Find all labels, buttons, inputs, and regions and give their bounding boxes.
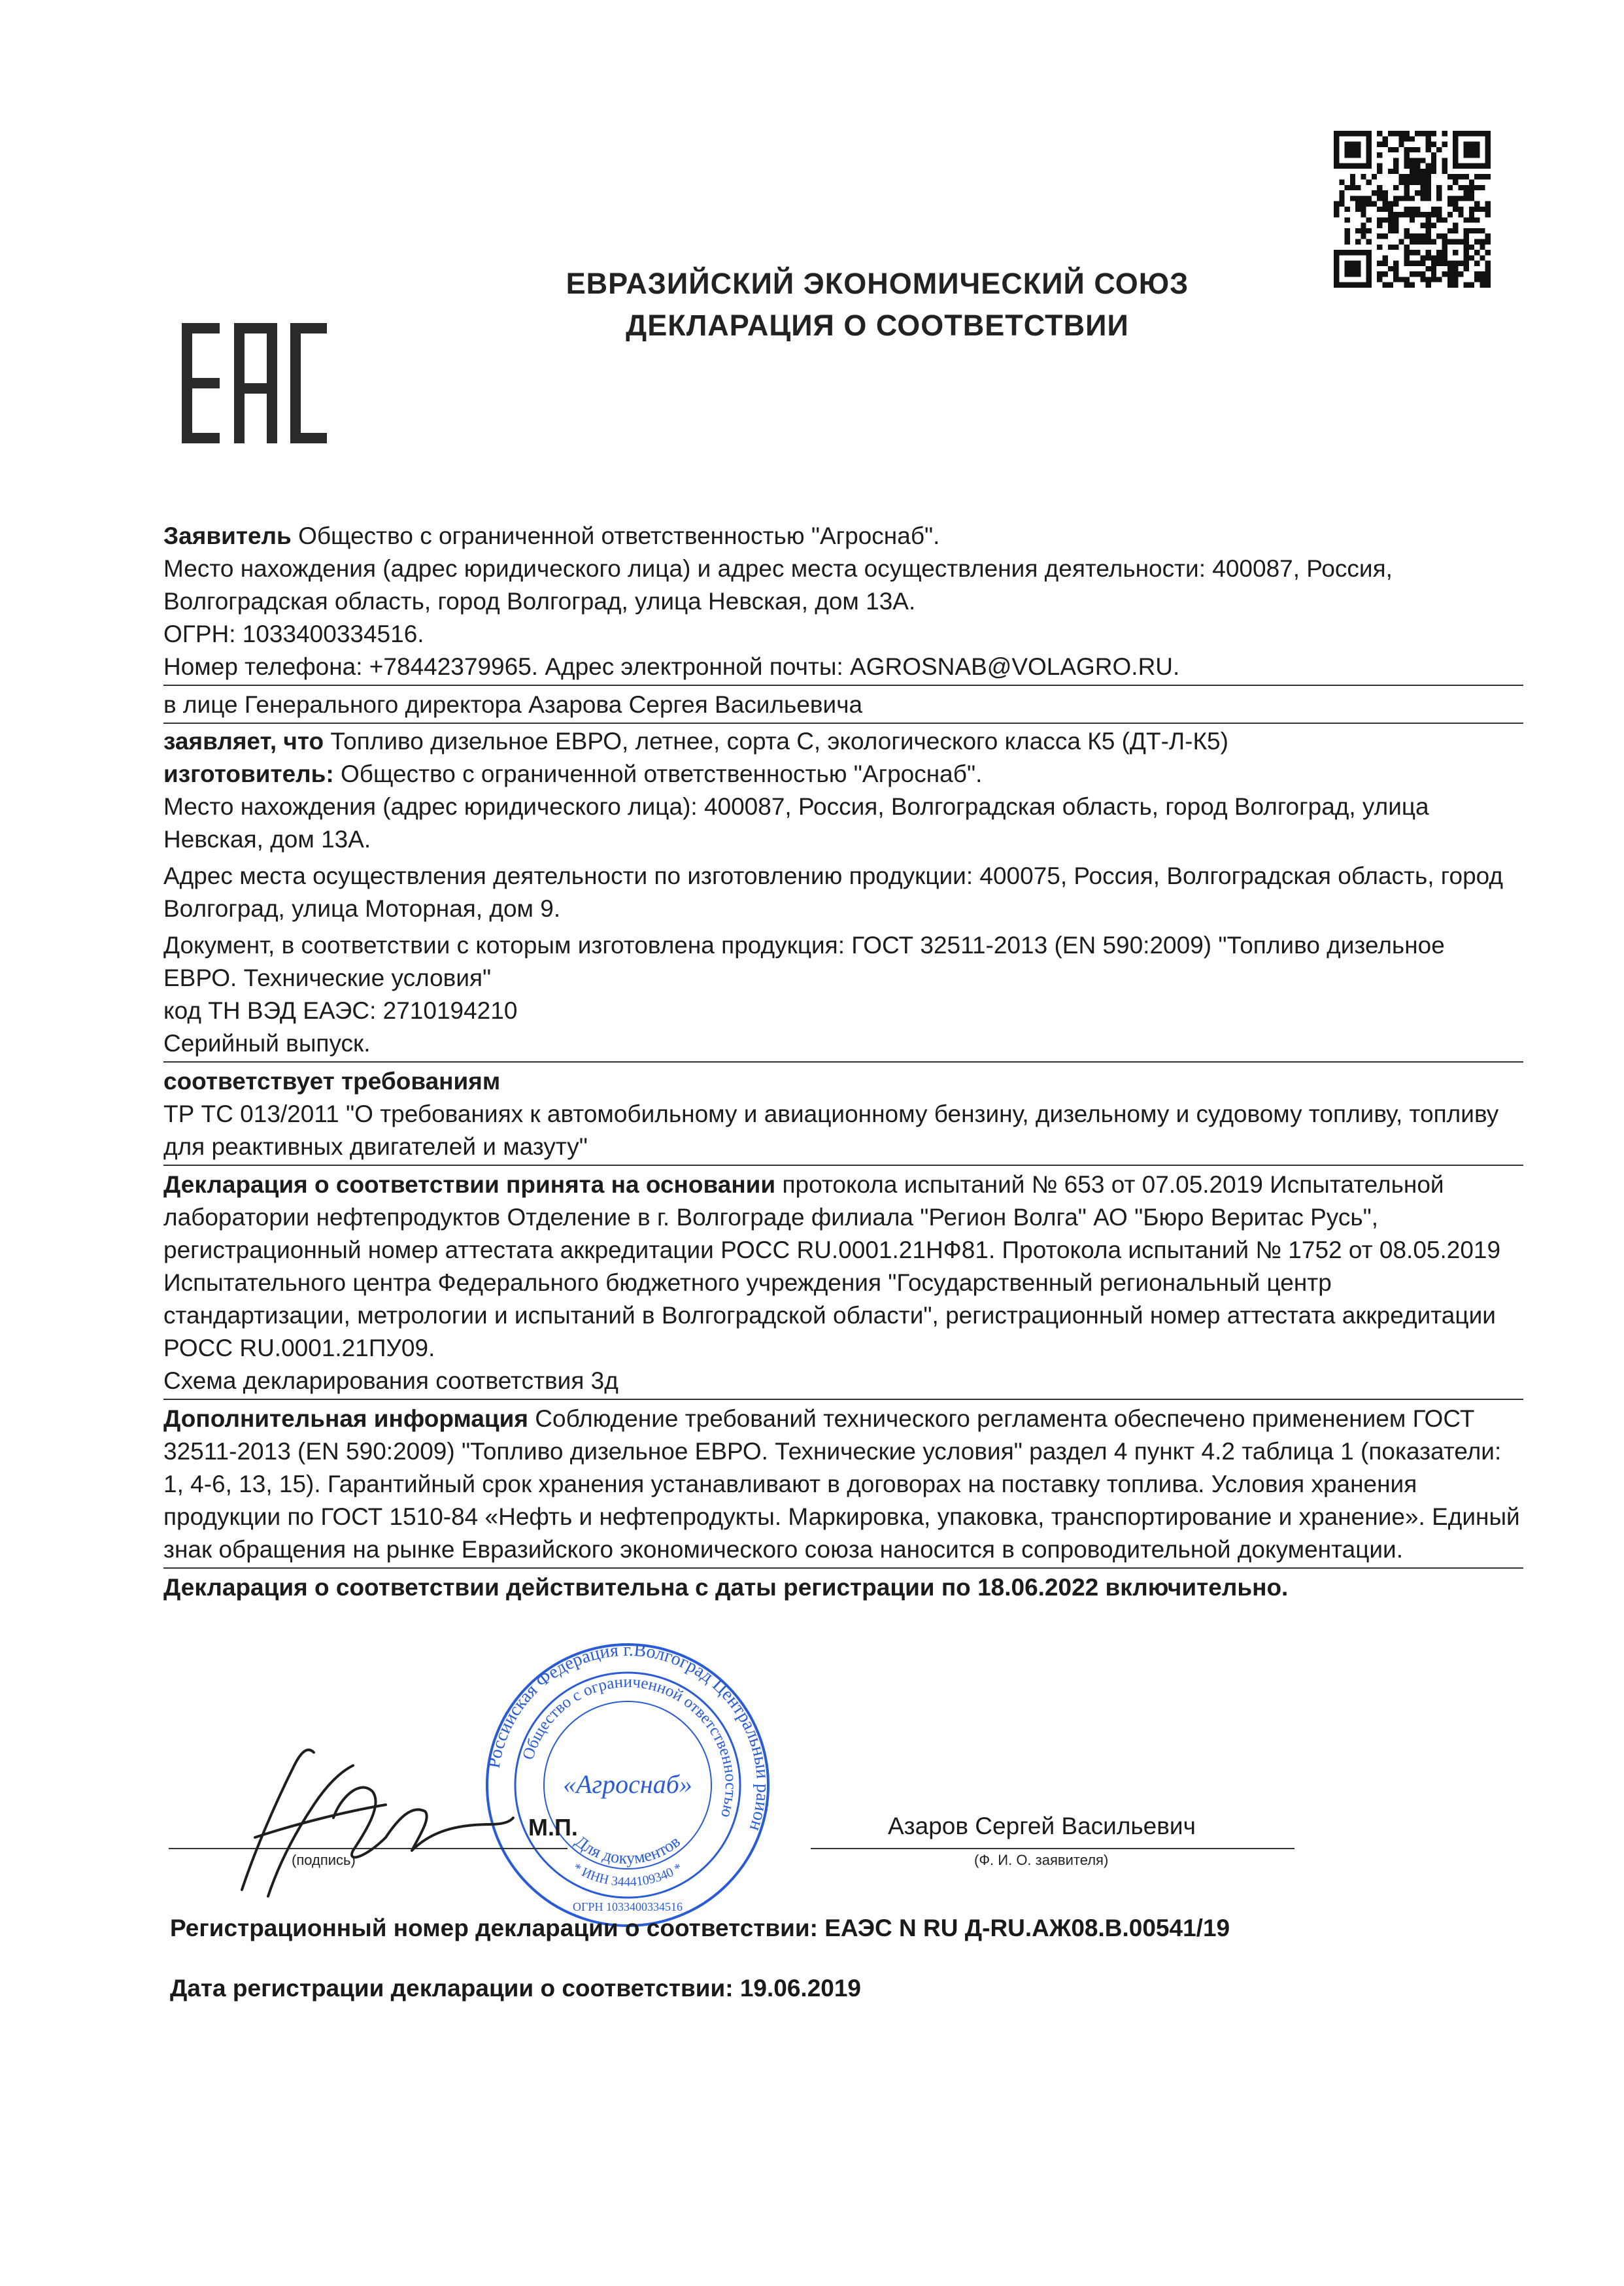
stamp-ogrn: ОГРН 1033400334516 bbox=[573, 1900, 683, 1913]
additional-value: Соблюдение требований технического регламента обеспечено применением ГОСТ 32511-2013 (EN 590:2009) "Топливо дизельное ЕВРО. Технические условия" раздел 4 пункт 4.2 таблица 1 (показатели: 1, 4-6, 13, 15). Гарантийный срок хранения устанавливают в договорах на поставку топлива. Условия хранения продукции по ГОСТ 1510-84 «Нефть и нефтепродукты. Маркировка, упаковка, транспортирование и хранение». Единый знак обращения на рынке Евразийского экономического союза наносится в сопроводительной документации. bbox=[163, 1405, 1520, 1563]
document-title: ДЕКЛАРАЦИЯ О СООТВЕТСТВИИ bbox=[626, 309, 1129, 342]
declares-value: Топливо дизельное ЕВРО, летнее, сорта С, экологического класса К5 (ДТ-Л-К5) bbox=[324, 728, 1228, 755]
manufacturer-address: Место нахождения (адрес юридического лица): 400087, Россия, Волгоградская область, город Волгоград, улица Невская, дом 13А. bbox=[163, 793, 1429, 853]
manufacturer-line bbox=[163, 758, 1523, 791]
represented-by: в лице Генерального директора Азарова Сергея Васильевича bbox=[163, 689, 1523, 724]
production-address: Адрес места осуществления деятельности по изготовлению продукции: 400075, Россия, Волгоградская область, город Волгоград, улица Моторная, дом 9. bbox=[163, 862, 1504, 922]
basis-label: Декларация о соответствии принята на основании bbox=[163, 1171, 776, 1198]
tn-ved-code: код ТН ВЭД ЕАЭС: 2710194210 bbox=[163, 997, 518, 1024]
signatory-caption: (Ф. И. О. заявителя) bbox=[974, 1852, 1109, 1868]
applicant-address: Место нахождения (адрес юридического лица) и адрес места осуществления деятельности: 400087, Россия, Волгоградская область, город Волгоград, улица Невская, дом 13А. bbox=[163, 555, 1393, 615]
basis-paragraph bbox=[163, 1169, 1523, 1365]
declaration-body bbox=[163, 520, 1523, 1604]
union-title: ЕВРАЗИЙСКИЙ ЭКОНОМИЧЕСКИЙ СОЮЗ bbox=[566, 267, 1189, 300]
standard-document: Документ, в соответствии с которым изготовлена продукция: ГОСТ 32511-2013 (EN 590:2009) "Топливо дизельное ЕВРО. Технические условия" bbox=[163, 932, 1445, 991]
declares-line bbox=[163, 725, 1523, 758]
mp-label: М.П. bbox=[528, 1814, 578, 1841]
handwritten-signature bbox=[216, 1726, 516, 1909]
declares-label: заявляет, что bbox=[163, 728, 324, 755]
stamp-inner-text: Общество с ограниченной ответственностью bbox=[519, 1673, 740, 1820]
manufacturer-value: Общество с ограниченной ответственностью "Агроснаб". bbox=[333, 760, 983, 787]
applicant-value: Общество с ограниченной ответственностью "Агроснаб". bbox=[291, 522, 940, 549]
signature-caption: (подпись) bbox=[292, 1852, 356, 1868]
additional-paragraph bbox=[163, 1403, 1523, 1569]
stamp-outer-text: Российская Федерация г.Волгоград Центральный район bbox=[484, 1641, 771, 1834]
applicant-contacts: Номер телефона: +78442379965. Адрес электронной почты: AGROSNAB@VOLAGRO.RU. bbox=[163, 651, 1523, 686]
applicant-ogrn: ОГРН: 1033400334516. bbox=[163, 621, 424, 647]
validity-statement: Декларация о соответствии действительна с даты регистрации по 18.06.2022 включительно. bbox=[163, 1574, 1289, 1601]
stamp-inn: * ИНН 3444109340 * bbox=[570, 1860, 685, 1890]
name-line bbox=[811, 1848, 1294, 1849]
stamp-lower-text: Для документов bbox=[571, 1832, 684, 1868]
applicant-line bbox=[163, 520, 1523, 553]
qr-code-icon bbox=[1334, 131, 1491, 288]
signatory-name: Азаров Сергей Васильевич bbox=[888, 1813, 1196, 1839]
registration-date: Дата регистрации декларации о соответствии: 19.06.2019 bbox=[170, 1975, 862, 2002]
applicant-label: Заявитель bbox=[163, 522, 292, 549]
compliance-label: соответствует требованиям bbox=[163, 1068, 501, 1095]
declaration-scheme: Схема декларирования соответствия 3д bbox=[163, 1365, 1523, 1400]
compliance-value: ТР ТС 013/2011 "О требованиях к автомобильному и авиационному бензину, дизельному и судовому топливу, топливу для реактивных двигателей и мазуту" bbox=[163, 1098, 1523, 1166]
basis-value: протокола испытаний № 653 от 07.05.2019 Испытательной лаборатории нефтепродуктов Отделение в г. Волгограде филиала "Регион Волга" АО "Бюро Веритас Русь", регистрационный номер аттестата аккредитации РОСС RU.0001.21НФ81. Протокола испытаний № 1752 от 08.05.2019 Испытательного центра Федерального бюджетного учреждения "Государственный региональный центр стандартизации, метрологии и испытаний в Волгоградской области", регистрационный номер аттестата аккредитации РОСС RU.0001.21ПУ09. bbox=[163, 1171, 1501, 1361]
serial-release: Серийный выпуск. bbox=[163, 1027, 1523, 1063]
company-stamp bbox=[484, 1641, 771, 1929]
additional-label: Дополнительная информация bbox=[163, 1405, 529, 1432]
manufacturer-label: изготовитель: bbox=[163, 760, 334, 787]
stamp-center: «Агроснаб» bbox=[563, 1769, 692, 1799]
registration-number: Регистрационный номер декларации о соответствии: ЕАЭС N RU Д-RU.АЖ08.В.00541/19 bbox=[170, 1915, 1230, 1941]
